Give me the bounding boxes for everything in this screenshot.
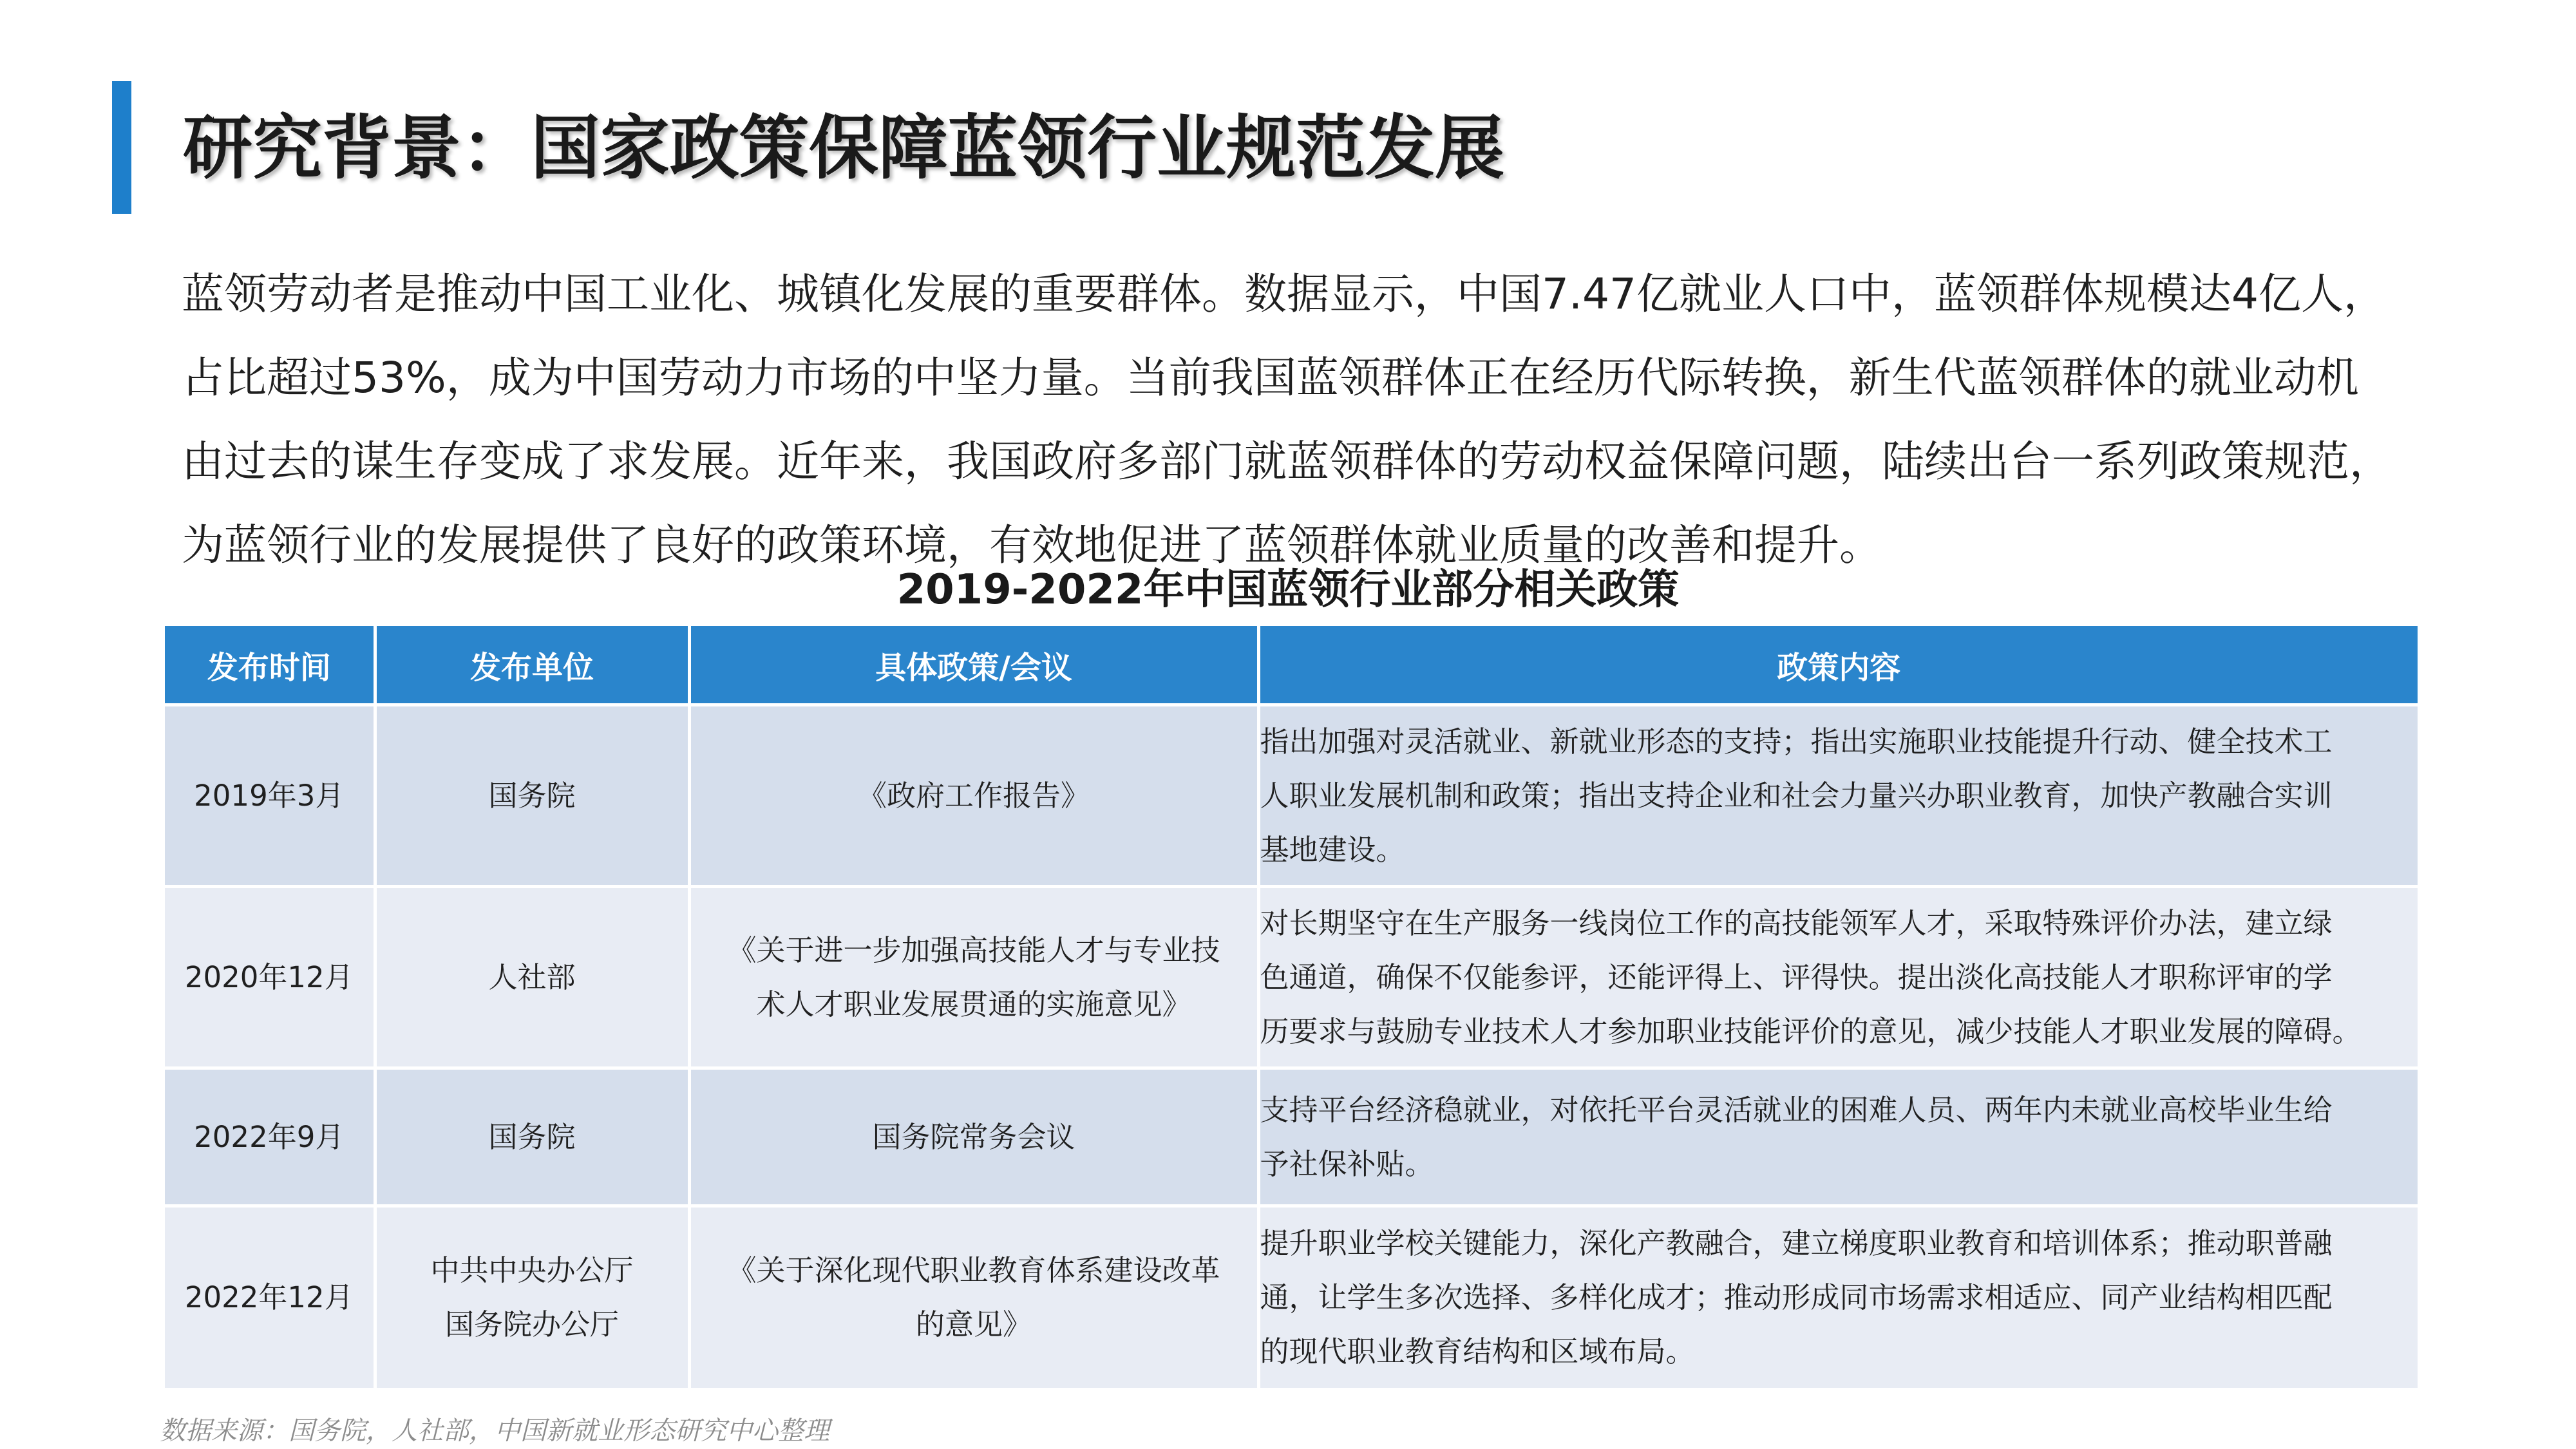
cell-content [1258,705,2418,887]
cell-content-line: 提升职业学校关键能力，深化产教融合，建立梯度职业教育和培训体系；推动职普融 [1260,1226,2333,1260]
cell-content-line: 人职业发展机制和政策；指出支持企业和社会力量兴办职业教育，加快产教融合实训 [1260,778,2333,813]
intro-line: 为蓝领行业的发展提供了良好的政策环境，有效地促进了蓝领群体就业质量的改善和提升。 [182,520,1882,570]
page-title: 研究背景：国家政策保障蓝领行业规范发展 [183,108,1505,189]
cell-policy [689,1206,1258,1388]
cell-content-line: 指出加强对灵活就业、新就业形态的支持；指出实施职业技能提升行动、健全技术工 [1260,724,2333,759]
cell-org [375,1068,689,1206]
cell-content-line: 的现代职业教育结构和区域布局。 [1260,1334,1695,1368]
cell-policy-line: 国务院常务会议 [872,1119,1075,1154]
cell-content-line: 对长期坚守在生产服务一线岗位工作的高技能领军人才，采取特殊评价办法，建立绿 [1260,905,2333,940]
cell-policy-line: 《政府工作报告》 [857,778,1090,813]
column-header-org: 发布单位 [375,626,689,705]
cell-org-line: 中共中央办公厅 [430,1253,634,1287]
title-accent-bar [112,81,131,214]
data-source-note: 数据来源：国务院，人社部，中国新就业形态研究中心整理 [160,1416,829,1446]
table-header-row [165,626,2418,705]
cell-content-line: 历要求与鼓励专业技术人才参加职业技能评价的意见，减少技能人才职业发展的障碍。 [1260,1014,2362,1048]
cell-policy [689,705,1258,887]
cell-org [375,705,689,887]
cell-policy [689,1068,1258,1206]
table-row [165,1206,2418,1388]
column-header-time: 发布时间 [165,626,375,705]
cell-content [1258,887,2418,1068]
table-row [165,887,2418,1068]
cell-policy-line: 术人才职业发展贯通的实施意见》 [756,987,1191,1021]
intro-line: 蓝领劳动者是推动中国工业化、城镇化发展的重要群体。数据显示，中国7.47亿就业人口中，蓝领群体规模达4亿人， [182,269,2386,319]
cell-content-line: 通，让学生多次选择、多样化成才；推动形成同市场需求相适应、同产业结构相匹配 [1260,1280,2333,1314]
cell-content-line: 予社保补贴。 [1260,1146,1434,1181]
cell-policy-line: 《关于进一步加强高技能人才与专业技 [727,933,1220,967]
cell-content-line: 支持平台经济稳就业，对依托平台灵活就业的困难人员、两年内未就业高校毕业生给 [1260,1092,2333,1127]
table-title: 2019-2022年中国蓝领行业部分相关政策 [896,566,1680,614]
cell-content-line: 基地建设。 [1260,832,1405,867]
column-header-content: 政策内容 [1258,626,2418,705]
cell-org-line: 人社部 [488,960,576,994]
intro-line: 由过去的谋生存变成了求发展。近年来，我国政府多部门就蓝领群体的劳动权益保障问题，陆续出台一系列政策规范， [182,437,2392,486]
cell-org [375,887,689,1068]
policy-table [165,626,2418,1388]
cell-time: 2022年12月 [165,1206,375,1388]
intro-line: 占比超过53%，成为中国劳动力市场的中坚力量。当前我国蓝领群体正在经历代际转换，新生代蓝领群体的就业动机 [182,353,2359,402]
column-header-policy: 具体政策/会议 [689,626,1258,705]
cell-content [1258,1068,2418,1206]
cell-org [375,1206,689,1388]
cell-time: 2022年9月 [165,1068,375,1206]
intro-paragraph [182,252,2448,587]
cell-org-line: 国务院 [488,1119,576,1154]
cell-time: 2020年12月 [165,887,375,1068]
cell-content-line: 色通道，确保不仅能参评，还能评得上、评得快。提出淡化高技能人才职称评审的学 [1260,960,2333,994]
cell-content [1258,1206,2418,1388]
cell-org-line: 国务院 [488,778,576,813]
table-row [165,1068,2418,1206]
cell-policy-line: 的意见》 [915,1307,1032,1341]
cell-time: 2019年3月 [165,705,375,887]
cell-policy [689,887,1258,1068]
table-row [165,705,2418,887]
cell-policy-line: 《关于深化现代职业教育体系建设改革 [727,1253,1220,1287]
cell-org-line: 国务院办公厅 [444,1307,619,1341]
